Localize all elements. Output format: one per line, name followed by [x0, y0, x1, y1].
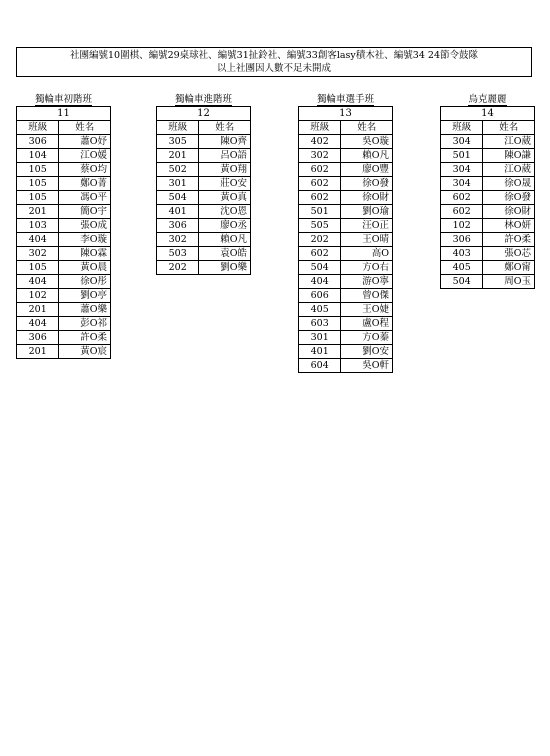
table-row [17, 275, 111, 289]
class-cell: 403 [441, 247, 483, 261]
name-cell: 陳O謙 [483, 149, 535, 163]
class-cell: 603 [299, 317, 341, 331]
class-cell: 202 [299, 233, 341, 247]
table-row [441, 177, 535, 191]
name-cell: 袁O皓 [199, 247, 251, 261]
column-header-name: 姓名 [341, 121, 393, 135]
class-cell: 602 [299, 247, 341, 261]
club-code: 13 [299, 107, 393, 121]
class-cell: 505 [299, 219, 341, 233]
class-cell: 401 [299, 345, 341, 359]
table-row [17, 233, 111, 247]
class-cell: 404 [17, 233, 59, 247]
class-cell: 102 [441, 219, 483, 233]
club-table-14 [440, 93, 535, 289]
table-row [17, 247, 111, 261]
class-cell: 105 [17, 261, 59, 275]
table-row [157, 205, 251, 219]
table-row [299, 177, 393, 191]
table-row [157, 247, 251, 261]
table-row [17, 149, 111, 163]
name-cell: 高O [341, 247, 393, 261]
name-cell: 許O柔 [483, 233, 535, 247]
name-cell: 許O柔 [59, 331, 111, 345]
table-row [17, 303, 111, 317]
name-cell: 林O妍 [483, 219, 535, 233]
class-cell: 504 [441, 275, 483, 289]
class-cell: 304 [441, 135, 483, 149]
class-cell: 405 [299, 303, 341, 317]
column-header-name: 姓名 [483, 121, 535, 135]
class-cell: 504 [157, 191, 199, 205]
club-table-13 [298, 93, 393, 373]
column-header-class: 班級 [157, 121, 199, 135]
class-cell: 602 [299, 177, 341, 191]
class-cell: 602 [299, 191, 341, 205]
class-cell: 604 [299, 359, 341, 373]
table-row [441, 205, 535, 219]
class-cell: 503 [157, 247, 199, 261]
class-cell: 301 [157, 177, 199, 191]
class-cell: 102 [17, 289, 59, 303]
class-cell: 306 [157, 219, 199, 233]
name-cell: 方O右 [341, 261, 393, 275]
club-code: 11 [17, 107, 111, 121]
class-cell: 105 [17, 177, 59, 191]
table-row [299, 247, 393, 261]
class-cell: 404 [17, 275, 59, 289]
club-title: 烏克麗麗 [441, 93, 535, 107]
name-cell: 汪O正 [341, 219, 393, 233]
name-cell: 黃O真 [199, 191, 251, 205]
table-row [157, 163, 251, 177]
table-row [299, 289, 393, 303]
class-cell: 103 [17, 219, 59, 233]
name-cell: 鄭O菁 [59, 177, 111, 191]
name-cell: 鄭O甯 [483, 261, 535, 275]
table-row [17, 205, 111, 219]
class-cell: 606 [299, 289, 341, 303]
table-row [299, 219, 393, 233]
table-row [17, 261, 111, 275]
class-cell: 105 [17, 163, 59, 177]
name-cell: 黃O翔 [199, 163, 251, 177]
name-cell: 沈O恩 [199, 205, 251, 219]
table-row [299, 345, 393, 359]
class-cell: 105 [17, 191, 59, 205]
name-cell: 吳O璇 [341, 135, 393, 149]
class-cell: 302 [157, 233, 199, 247]
class-cell: 501 [299, 205, 341, 219]
column-header-name: 姓名 [199, 121, 251, 135]
notice-line-1: 社團編號10圍棋、編號29桌球社、編號31扯鈴社、編號33創客lasy積木社、編號34 24節令鼓隊 [70, 50, 478, 61]
class-cell: 201 [17, 303, 59, 317]
table-row [157, 149, 251, 163]
name-cell: 王O婕 [341, 303, 393, 317]
class-cell: 202 [157, 261, 199, 275]
name-cell: 馮O平 [59, 191, 111, 205]
club-code: 12 [157, 107, 251, 121]
name-cell: 王O晴 [341, 233, 393, 247]
table-row [299, 149, 393, 163]
class-cell: 104 [17, 149, 59, 163]
table-row [441, 275, 535, 289]
club-table-11 [16, 93, 111, 359]
class-cell: 602 [441, 205, 483, 219]
column-header-class: 班級 [441, 121, 483, 135]
name-cell: 彭O祁 [59, 317, 111, 331]
club-code: 14 [441, 107, 535, 121]
table-row [299, 163, 393, 177]
name-cell: 盧O程 [341, 317, 393, 331]
name-cell: 劉O亭 [59, 289, 111, 303]
name-cell: 廖O豐 [341, 163, 393, 177]
name-cell: 賴O凡 [199, 233, 251, 247]
class-cell: 402 [299, 135, 341, 149]
class-cell: 201 [17, 345, 59, 359]
name-cell: 江O葳 [483, 163, 535, 177]
class-cell: 302 [17, 247, 59, 261]
class-cell: 302 [299, 149, 341, 163]
table-row [157, 191, 251, 205]
table-row [157, 135, 251, 149]
table-row [299, 205, 393, 219]
name-cell: 劉O瑜 [341, 205, 393, 219]
class-cell: 501 [441, 149, 483, 163]
class-cell: 404 [299, 275, 341, 289]
club-table-12 [156, 93, 251, 275]
class-cell: 401 [157, 205, 199, 219]
name-cell: 徐O發 [341, 177, 393, 191]
table-row [17, 219, 111, 233]
table-row [17, 163, 111, 177]
class-cell: 304 [441, 163, 483, 177]
name-cell: 賴O凡 [341, 149, 393, 163]
notice-box [16, 47, 532, 77]
name-cell: 黃O宸 [59, 345, 111, 359]
name-cell: 張O成 [59, 219, 111, 233]
table-row [17, 331, 111, 345]
name-cell: 徐O財 [341, 191, 393, 205]
table-row [299, 317, 393, 331]
name-cell: 簡O宇 [59, 205, 111, 219]
name-cell: 陳O霖 [59, 247, 111, 261]
name-cell: 蕭O樂 [59, 303, 111, 317]
name-cell: 黃O晨 [59, 261, 111, 275]
name-cell: 徐O發 [483, 191, 535, 205]
class-cell: 404 [17, 317, 59, 331]
name-cell: 蕭O妤 [59, 135, 111, 149]
class-cell: 301 [299, 331, 341, 345]
name-cell: 游O寧 [341, 275, 393, 289]
name-cell: 李O璇 [59, 233, 111, 247]
notice-line-2: 以上社團因人數不足未開成 [216, 63, 331, 74]
name-cell: 徐O財 [483, 205, 535, 219]
table-row [441, 233, 535, 247]
table-row [299, 233, 393, 247]
table-row [441, 149, 535, 163]
class-cell: 504 [299, 261, 341, 275]
name-cell: 廖O丞 [199, 219, 251, 233]
table-row [157, 177, 251, 191]
name-cell: 周O玉 [483, 275, 535, 289]
class-cell: 306 [17, 331, 59, 345]
column-header-class: 班級 [299, 121, 341, 135]
name-cell: 呂O語 [199, 149, 251, 163]
table-row [157, 219, 251, 233]
table-row [17, 289, 111, 303]
name-cell: 吳O軒 [341, 359, 393, 373]
table-row [17, 191, 111, 205]
club-title: 獨輪車初階班 [17, 93, 111, 107]
column-header-class: 班級 [17, 121, 59, 135]
table-row [441, 191, 535, 205]
club-title: 獨輪車進階班 [157, 93, 251, 107]
table-row [299, 191, 393, 205]
table-row [299, 135, 393, 149]
table-row [17, 135, 111, 149]
column-header-name: 姓名 [59, 121, 111, 135]
name-cell: 陳O齊 [199, 135, 251, 149]
table-row [441, 247, 535, 261]
class-cell: 305 [157, 135, 199, 149]
class-cell: 201 [17, 205, 59, 219]
name-cell: 江O葳 [483, 135, 535, 149]
club-title: 獨輪車選手班 [299, 93, 393, 107]
class-cell: 304 [441, 177, 483, 191]
table-row [441, 219, 535, 233]
class-cell: 502 [157, 163, 199, 177]
class-cell: 405 [441, 261, 483, 275]
name-cell: 徐O晟 [483, 177, 535, 191]
table-row [299, 331, 393, 345]
table-row [299, 359, 393, 373]
class-cell: 602 [299, 163, 341, 177]
table-row [299, 303, 393, 317]
name-cell: 江O媛 [59, 149, 111, 163]
name-cell: 曾O傑 [341, 289, 393, 303]
name-cell: 劉O樂 [199, 261, 251, 275]
table-row [441, 135, 535, 149]
table-row [441, 163, 535, 177]
class-cell: 201 [157, 149, 199, 163]
table-row [17, 345, 111, 359]
table-row [17, 317, 111, 331]
name-cell: 方O蓁 [341, 331, 393, 345]
name-cell: 蔡O均 [59, 163, 111, 177]
name-cell: 劉O安 [341, 345, 393, 359]
table-row [299, 261, 393, 275]
name-cell: 張O芯 [483, 247, 535, 261]
name-cell: 徐O彤 [59, 275, 111, 289]
class-cell: 306 [441, 233, 483, 247]
name-cell: 莊O安 [199, 177, 251, 191]
table-row [299, 275, 393, 289]
class-cell: 602 [441, 191, 483, 205]
table-row [157, 261, 251, 275]
table-row [17, 177, 111, 191]
class-cell: 306 [17, 135, 59, 149]
table-row [157, 233, 251, 247]
table-row [441, 261, 535, 275]
